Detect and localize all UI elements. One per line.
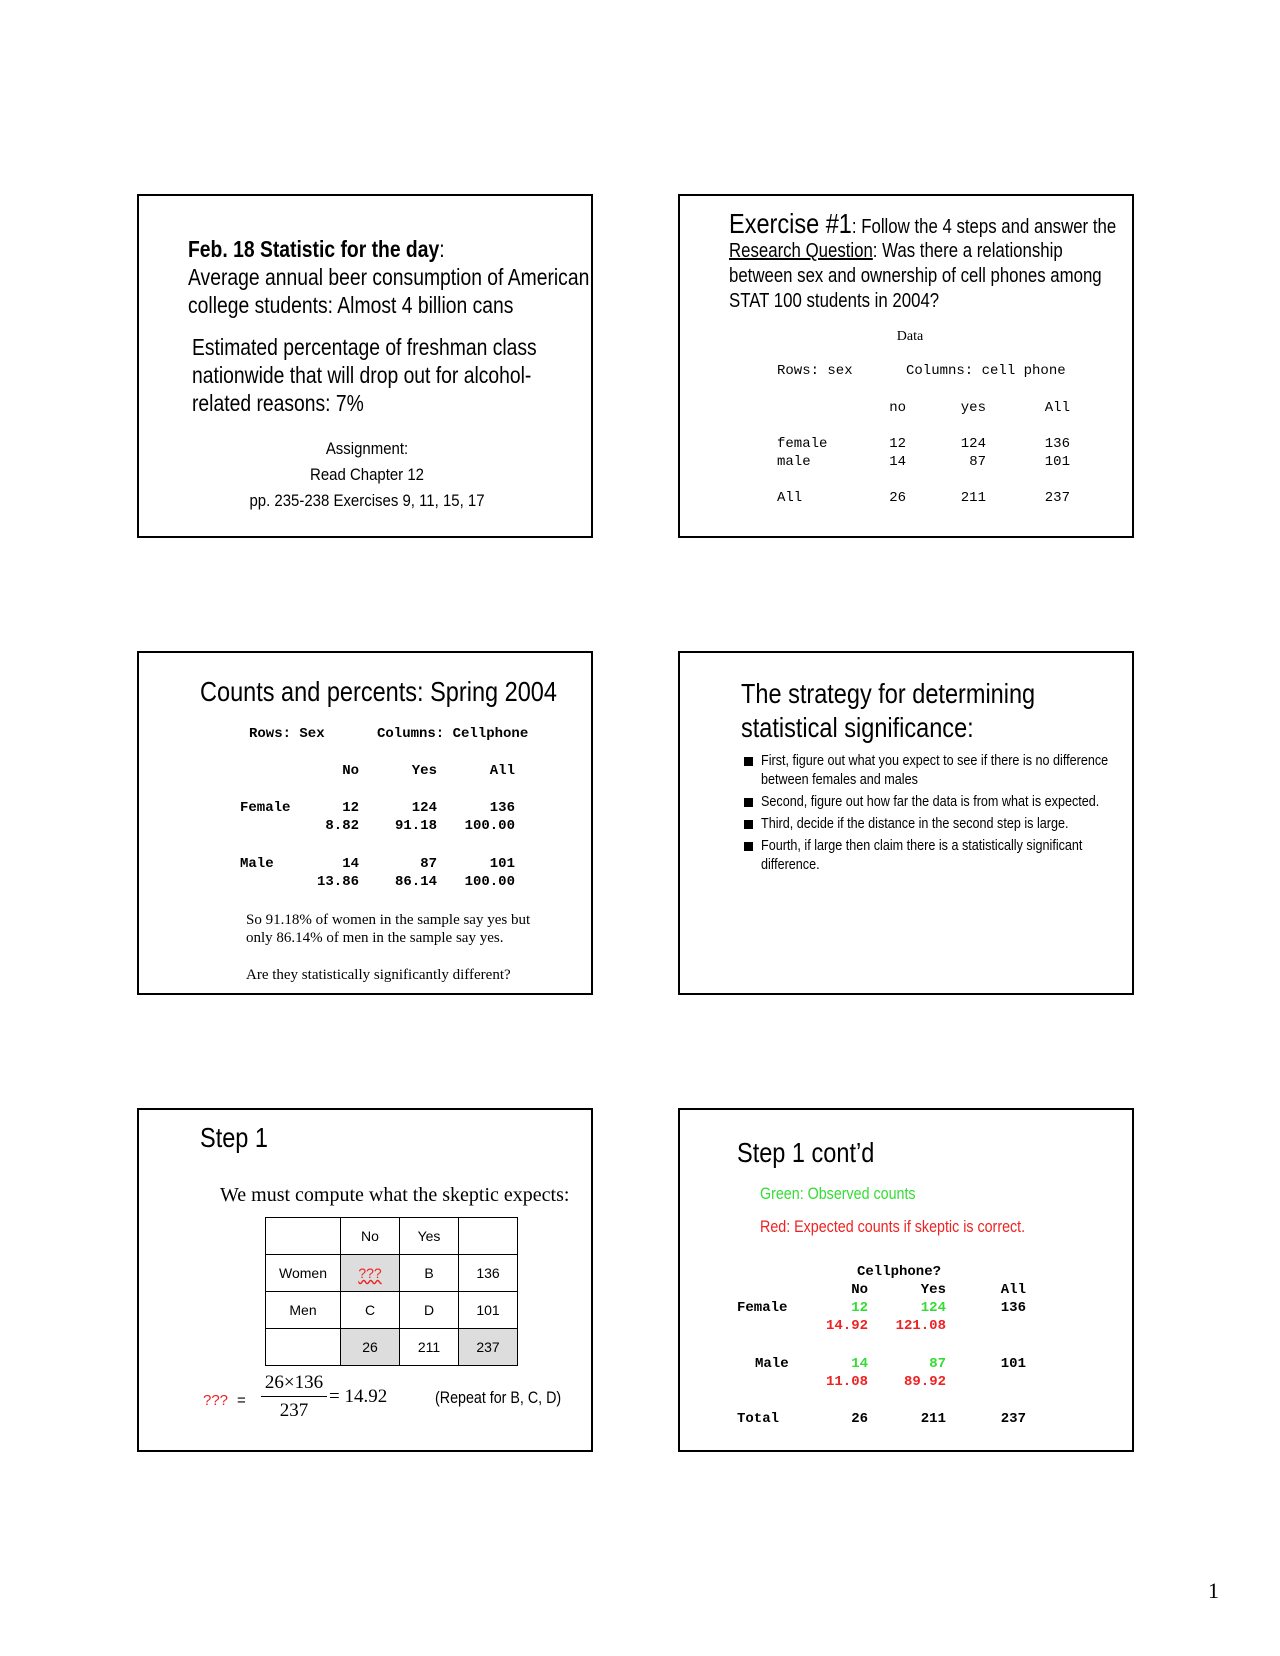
- table-total-yes: 211: [400, 1329, 459, 1366]
- row-label-female: female: [777, 436, 828, 452]
- estimate-line-2: nationwide that will drop out for alcohol-: [192, 362, 532, 388]
- observed-male-yes: 87: [929, 1356, 946, 1372]
- data-label: Data: [896, 329, 924, 344]
- formula-equals: =: [237, 1392, 246, 1409]
- contd-female-label: Female: [737, 1300, 788, 1316]
- table-cell: [266, 1218, 341, 1255]
- bullet-square-icon: [744, 757, 753, 766]
- contd-female-all: 136: [1000, 1300, 1026, 1316]
- step1-contd-title: Step 1 cont’d: [737, 1137, 875, 1168]
- table-header-no: No: [341, 1218, 400, 1255]
- row-label-male: male: [777, 454, 811, 470]
- counts-columns-label: Columns: Cellphone: [377, 726, 529, 742]
- strategy-bullet-4-line-2: difference.: [761, 856, 820, 873]
- pct-female-all: 100.00: [464, 818, 515, 834]
- cell-all-yes: 211: [960, 490, 986, 506]
- contd-col-no: No: [851, 1282, 868, 1298]
- skeptic-table: [265, 1217, 518, 1366]
- pct-male-yes: 86.14: [394, 874, 437, 890]
- strategy-title-line-1: The strategy for determining: [741, 678, 1036, 709]
- cell-all-no: 26: [889, 490, 906, 506]
- strategy-bullet-2: Second, figure out how far the data is from what is expected.: [761, 793, 1100, 810]
- slide-statistic-for-the-day: [137, 194, 593, 538]
- slide-counts-and-percents: [137, 651, 593, 995]
- research-question-line-3: STAT 100 students in 2004?: [729, 290, 940, 312]
- counts-col-all: All: [489, 763, 515, 779]
- rows-label: Rows: sex: [777, 363, 853, 379]
- expected-male-yes: 89.92: [903, 1374, 946, 1390]
- strategy-bullet-3: Third, decide if the distance in the second step is large.: [761, 815, 1069, 832]
- table-grand-total: 237: [459, 1329, 518, 1366]
- counts-male-all: 101: [489, 856, 515, 872]
- cell-male-yes: 87: [969, 454, 986, 470]
- contd-total-no: 26: [851, 1411, 868, 1427]
- table-header-yes: Yes: [400, 1218, 459, 1255]
- legend-expected: Red: Expected counts if skeptic is correct.: [760, 1217, 1026, 1236]
- table-row-label-women: Women: [266, 1255, 341, 1292]
- counts-question: Are they statistically significantly different?: [246, 967, 511, 983]
- col-header-yes: yes: [960, 400, 986, 416]
- assignment-read: Read Chapter 12: [310, 465, 424, 484]
- stat-line-1: Average annual beer consumption of American: [188, 264, 590, 290]
- contd-total-all: 237: [1000, 1411, 1026, 1427]
- columns-label: Columns: cell phone: [906, 363, 1066, 379]
- exercise-title-rest: : Follow the 4 steps and answer the: [851, 216, 1117, 238]
- counts-note-line-2: only 86.14% of men in the sample say yes.: [246, 930, 504, 946]
- table-cell-b: B: [400, 1255, 459, 1292]
- col-header-no: no: [889, 400, 906, 416]
- row-label-all: All: [777, 490, 803, 506]
- counts-rows-label: Rows: Sex: [249, 726, 325, 742]
- table-row: [266, 1255, 518, 1292]
- table-row: [266, 1329, 518, 1366]
- slide-strategy: [678, 651, 1134, 995]
- research-question-line-1: [729, 240, 1063, 263]
- contd-total-label: Total: [737, 1411, 780, 1427]
- table-total-no: 26: [341, 1329, 400, 1366]
- table-cell-men-total: 101: [459, 1292, 518, 1329]
- observed-male-no: 14: [851, 1356, 868, 1372]
- exercise-title: [729, 208, 1116, 240]
- strategy-bullet-4-line-1: Fourth, if large then claim there is a statistically significant: [761, 837, 1083, 854]
- contd-total-yes: 211: [920, 1411, 946, 1427]
- counts-male-no: 14: [342, 856, 359, 872]
- fraction-bar: [261, 1396, 327, 1397]
- research-question-text: : Was there a relationship: [872, 240, 1063, 262]
- cell-male-no: 14: [889, 454, 906, 470]
- slide-step-1-contd: [678, 1108, 1134, 1452]
- repeat-note: (Repeat for B, C, D): [435, 1388, 562, 1407]
- col-header-all: All: [1044, 400, 1070, 416]
- bullet-square-icon: [744, 842, 753, 851]
- counts-col-no: No: [342, 763, 359, 779]
- table-row-label-men: Men: [266, 1292, 341, 1329]
- table-cell: [459, 1218, 518, 1255]
- step1-subtitle: We must compute what the skeptic expects:: [220, 1184, 570, 1206]
- contd-male-all: 101: [1000, 1356, 1026, 1372]
- step1-title: Step 1: [200, 1122, 269, 1153]
- table-cell-c: C: [341, 1292, 400, 1329]
- pct-female-no: 8.82: [325, 818, 359, 834]
- date-heading-text: Feb. 18 Statistic for the day: [188, 236, 440, 262]
- cell-female-no: 12: [889, 436, 906, 452]
- expected-female-no: 14.92: [825, 1318, 868, 1334]
- formula-unknown: ???: [203, 1392, 229, 1409]
- page-number: 1: [1208, 1578, 1219, 1603]
- pct-male-no: 13.86: [316, 874, 359, 890]
- pct-female-yes: 91.18: [394, 818, 437, 834]
- slide-step-1: [137, 1108, 593, 1452]
- expected-female-yes: 121.08: [895, 1318, 946, 1334]
- assignment-label: Assignment:: [325, 439, 409, 458]
- counts-female-no: 12: [342, 800, 359, 816]
- table-row: [266, 1292, 518, 1329]
- strategy-bullet-1-line-2: between females and males: [761, 771, 918, 788]
- assignment-pages: pp. 235-238 Exercises 9, 11, 15, 17: [249, 491, 485, 510]
- expected-male-no: 11.08: [825, 1374, 868, 1390]
- strategy-bullet-1-line-1: First, figure out what you expect to see if there is no difference: [761, 752, 1109, 769]
- contd-col-all: All: [1000, 1282, 1026, 1298]
- research-question-label: Research Question: [729, 240, 873, 262]
- bullet-square-icon: [744, 798, 753, 807]
- formula-numerator: 26×136: [264, 1372, 324, 1393]
- cell-female-yes: 124: [960, 436, 986, 452]
- slide1-date-heading: [188, 236, 445, 263]
- cell-female-all: 136: [1044, 436, 1070, 452]
- counts-col-yes: Yes: [411, 763, 437, 779]
- observed-female-no: 12: [851, 1300, 868, 1316]
- counts-title: Counts and percents: Spring 2004: [200, 676, 557, 707]
- exercise-title-text: Exercise #1: [729, 208, 852, 239]
- unknown-cell: ???: [341, 1255, 400, 1292]
- estimate-line-1: Estimated percentage of freshman class: [192, 334, 537, 360]
- contd-col-yes: Yes: [920, 1282, 946, 1298]
- slide-exercise-1: [678, 194, 1134, 538]
- legend-observed: Green: Observed counts: [760, 1184, 916, 1203]
- pct-male-all: 100.00: [464, 874, 515, 890]
- counts-female-yes: 124: [411, 800, 437, 816]
- cellphone-header: Cellphone?: [857, 1264, 942, 1280]
- stat-line-2: college students: Almost 4 billion cans: [188, 292, 514, 318]
- formula-result: = 14.92: [329, 1386, 388, 1407]
- counts-female-label: Female: [240, 800, 291, 816]
- table-row: [266, 1218, 518, 1255]
- table-cell-d: D: [400, 1292, 459, 1329]
- colon: :: [439, 236, 445, 262]
- cell-all-all: 237: [1044, 490, 1070, 506]
- strategy-title-line-2: statistical significance:: [741, 712, 974, 743]
- counts-female-all: 136: [489, 800, 515, 816]
- research-question-line-2: between sex and ownership of cell phones among: [729, 265, 1102, 287]
- estimate-line-3: related reasons: 7%: [192, 390, 364, 416]
- formula-denominator: 237: [279, 1400, 309, 1421]
- observed-female-yes: 124: [920, 1300, 946, 1316]
- counts-male-yes: 87: [420, 856, 437, 872]
- bullet-square-icon: [744, 820, 753, 829]
- contd-male-label: Male: [755, 1356, 789, 1372]
- cell-male-all: 101: [1044, 454, 1070, 470]
- counts-note-line-1: So 91.18% of women in the sample say yes but: [246, 912, 531, 928]
- table-cell: [266, 1329, 341, 1366]
- table-cell-women-total: 136: [459, 1255, 518, 1292]
- counts-male-label: Male: [240, 856, 274, 872]
